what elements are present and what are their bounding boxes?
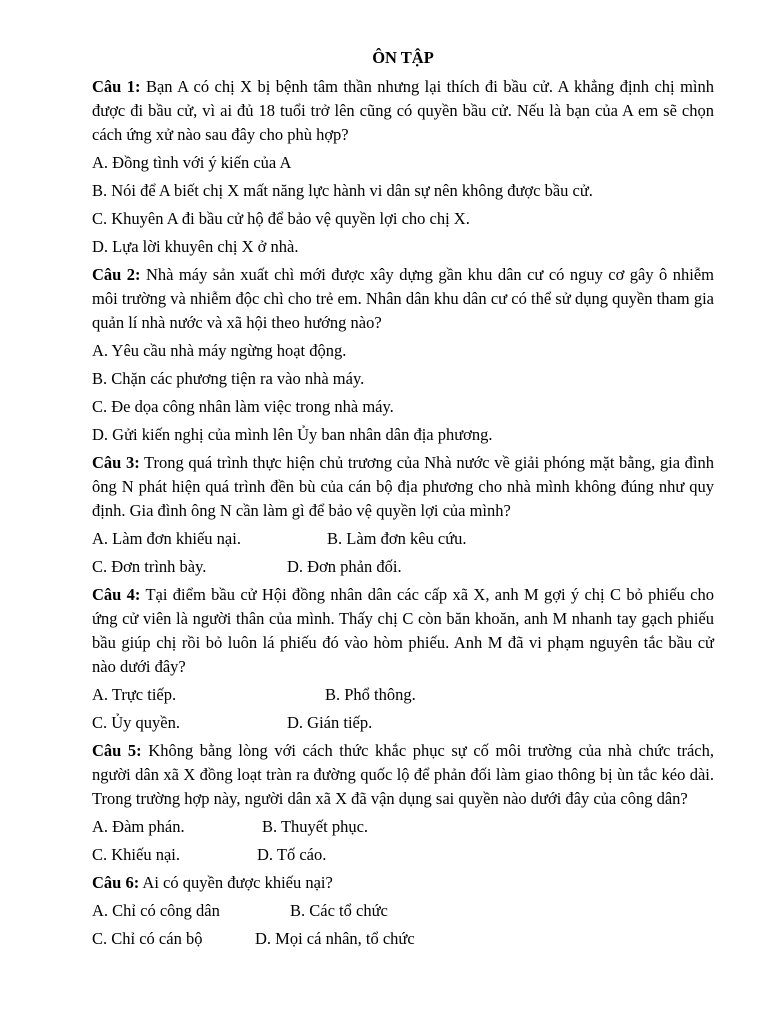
question-4-options-row-1 [92, 683, 714, 707]
question-4-label: Câu 4: [92, 585, 141, 604]
question-6-label: Câu 6: [92, 873, 140, 892]
question-3-text: Trong quá trình thực hiện chủ trương của Nhà nước về giải phóng mặt bằng, gia đình ông N phát hiện quá trình đền bù của cán bộ địa phương cho nhà mình không đúng như quy định. Gia đình ông N cần làm gì để bảo vệ quyền lợi của mình? [92, 453, 714, 520]
question-4-option-b: B. Phổ thông. [325, 685, 416, 704]
question-5-options-row-1 [92, 815, 714, 839]
question-1-option-b: B. Nói để A biết chị X mất năng lực hành vi dân sự nên không được bầu cử. [92, 181, 593, 200]
question-6-options-row-2 [92, 927, 714, 951]
question-6-option-c: C. Chỉ có cán bộ [92, 929, 203, 948]
document-page [92, 48, 714, 955]
question-3-options-row-1 [92, 527, 714, 551]
question-4-option-d: D. Gián tiếp. [287, 713, 373, 732]
question-3-options-row-2 [92, 555, 714, 579]
question-5-text: Không bằng lòng với cách thức khắc phục sự cố môi trường của nhà chức trách, người dân xã X đồng loạt tràn ra đường quốc lộ để phản đối làm giao thông bị ùn tắc kéo dài. Trong trường hợp này, người dân xã X đã vận dụng sai quyền nào dưới đây của công dân? [92, 741, 714, 808]
question-3-label: Câu 3: [92, 453, 140, 472]
question-6-text: Ai có quyền được khiếu nại? [139, 873, 333, 892]
question-6-option-b: B. Các tổ chức [290, 901, 388, 920]
question-3-option-b: B. Làm đơn kêu cứu. [327, 529, 467, 548]
question-5-option-b: B. Thuyết phục. [262, 817, 369, 836]
question-3 [92, 451, 714, 523]
question-4-option-c: C. Ủy quyền. [92, 713, 180, 732]
question-4-option-a: A. Trực tiếp. [92, 685, 177, 704]
question-2-option-b: B. Chặn các phương tiện ra vào nhà máy. [92, 369, 365, 388]
page-title: ÔN TẬP [372, 48, 434, 67]
question-5-options-row-2 [92, 843, 714, 867]
question-6-options-row-1 [92, 899, 714, 923]
question-1 [92, 75, 714, 147]
question-1-option-c: C. Khuyên A đi bầu cử hộ để bảo vệ quyền lợi cho chị X. [92, 209, 470, 228]
question-5-option-c: C. Khiếu nại. [92, 845, 180, 864]
question-5-option-d: D. Tố cáo. [257, 845, 327, 864]
question-6 [92, 871, 714, 895]
question-4-options-row-2 [92, 711, 714, 735]
question-5-option-a: A. Đàm phán. [92, 817, 185, 836]
question-1-label: Câu 1: [92, 77, 141, 96]
question-1-text: Bạn A có chị X bị bệnh tâm thần nhưng lại thích đi bầu cử. A khẳng định chị mình được đi bầu cử, vì ai đủ 18 tuổi trở lên cũng có quyền bầu cử. Nếu là bạn của A em sẽ chọn cách ứng xử nào sau đây cho phù hợp? [92, 77, 714, 144]
question-1-option-d: D. Lựa lời khuyên chị X ở nhà. [92, 237, 299, 256]
question-4-text: Tại điểm bầu cử Hội đồng nhân dân các cấp xã X, anh M gợi ý chị C bỏ phiếu cho ứng cử viên là người thân của mình. Thấy chị C còn băn khoăn, anh M nhanh tay gạch phiếu bầu giúp chị rồi bỏ luôn lá phiếu đó vào hòm phiếu. Anh M đã vi phạm nguyên tắc bầu cử nào dưới đây? [92, 585, 714, 676]
question-2-text: Nhà máy sản xuất chì mới được xây dựng gần khu dân cư có nguy cơ gây ô nhiễm môi trường và nhiễm độc chì cho trẻ em. Nhân dân khu dân cư có thể sử dụng quyền tham gia quản lí nhà nước và xã hội theo hướng nào? [92, 265, 714, 332]
question-5 [92, 739, 714, 811]
question-5-label: Câu 5: [92, 741, 142, 760]
question-3-option-d: D. Đơn phản đối. [287, 557, 402, 576]
question-2-option-d: D. Gửi kiến nghị của mình lên Ủy ban nhân dân địa phương. [92, 425, 493, 444]
question-3-option-a: A. Làm đơn khiếu nại. [92, 529, 241, 548]
question-2-option-c: C. Đe dọa công nhân làm việc trong nhà máy. [92, 397, 394, 416]
question-3-option-c: C. Đơn trình bày. [92, 557, 207, 576]
question-6-option-a: A. Chỉ có công dân [92, 901, 220, 920]
question-6-option-d: D. Mọi cá nhân, tổ chức [255, 929, 415, 948]
question-2-option-a: A. Yêu cầu nhà máy ngừng hoạt động. [92, 341, 347, 360]
question-2 [92, 263, 714, 335]
question-4 [92, 583, 714, 679]
question-1-option-a: A. Đồng tình với ý kiến của A [92, 153, 292, 172]
question-2-label: Câu 2: [92, 265, 141, 284]
